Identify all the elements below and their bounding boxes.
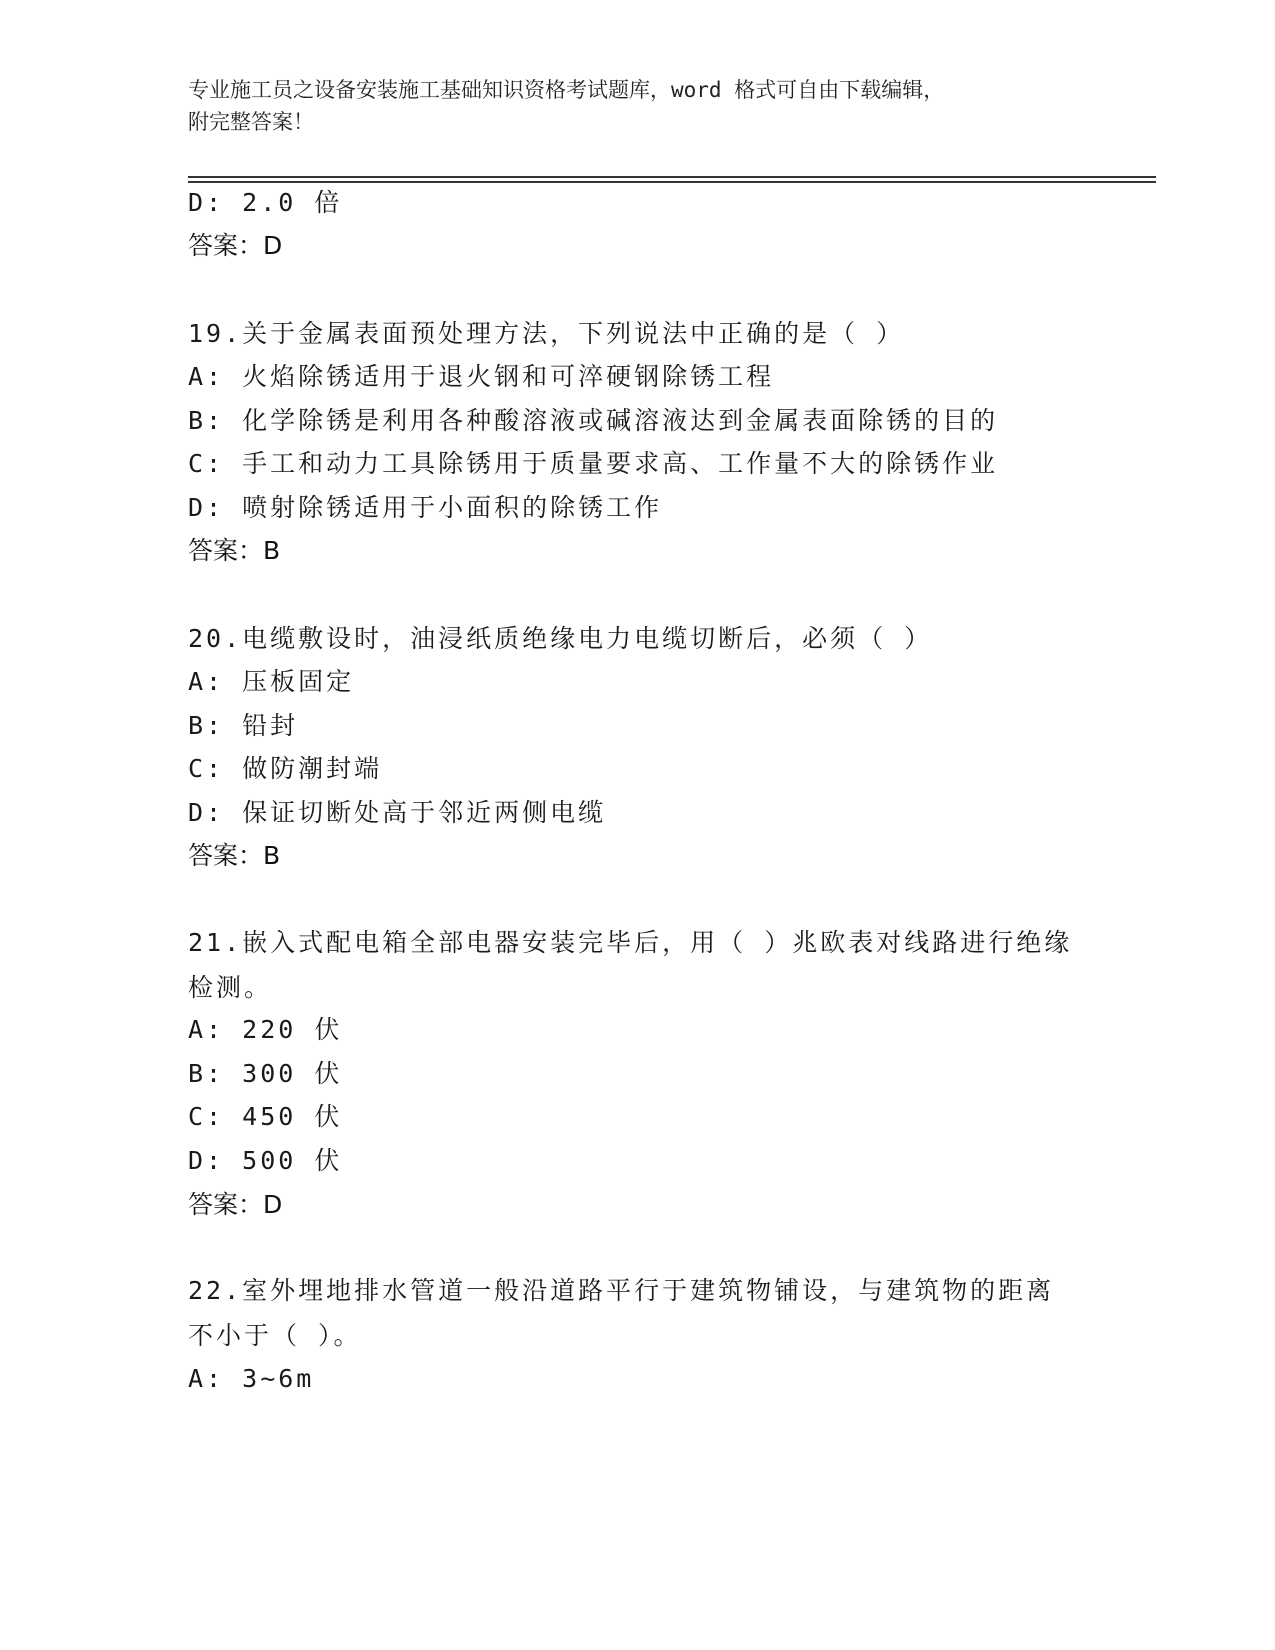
question-20-option-a: A: 压板固定 [188,667,355,696]
question-22-stem: 22.室外埋地排水管道一般沿道路平行于建筑物铺设，与建筑物的距离不小于（ ）。 [188,1276,1055,1350]
document-header [188,74,1088,138]
question-21-option-a: A: 220 伏 [188,1015,343,1044]
header-divider-bottom [188,181,1156,183]
question-20-option-c: C: 做防潮封端 [188,754,383,783]
question-20-option-d: D: 保证切断处高于邻近两侧电缆 [188,798,607,827]
question-19-option-b: B: 化学除锈是利用各种酸溶液或碱溶液达到金属表面除锈的目的 [188,406,999,435]
question-19-option-a: A: 火焰除锈适用于退火钢和可淬硬钢除锈工程 [188,362,775,391]
question-19-option-d: D: 喷射除锈适用于小面积的除锈工作 [188,493,663,522]
question-19-answer: 答案：B [188,536,281,565]
prev-option-d: D: 2.0 倍 [188,188,343,217]
question-21-answer: 答案：D [188,1190,283,1219]
header-divider-top [188,176,1156,178]
question-21-option-b: B: 300 伏 [188,1059,343,1088]
question-20-option-b: B: 铅封 [188,711,299,740]
question-22-option-a: A: 3~6m [188,1364,315,1393]
header-line-1: 专业施工员之设备安装施工基础知识资格考试题库，word 格式可自由下载编辑， [188,78,945,102]
prev-answer: 答案：D [188,231,283,260]
question-19-stem: 19.关于金属表面预处理方法，下列说法中正确的是（ ） [188,319,905,348]
header-line-2: 附完整答案！ [188,110,314,134]
question-20-stem: 20.电缆敷设时，油浸纸质绝缘电力电缆切断后，必须（ ） [188,624,933,653]
question-21-option-c: C: 450 伏 [188,1102,343,1131]
question-21-option-d: D: 500 伏 [188,1146,343,1175]
question-21-stem: 21.嵌入式配电箱全部电器安装完毕后，用（ ）兆欧表对线路进行绝缘检测。 [188,928,1073,1002]
question-19-option-c: C: 手工和动力工具除锈用于质量要求高、工作量不大的除锈作业 [188,449,999,478]
question-20-answer: 答案：B [188,841,281,870]
